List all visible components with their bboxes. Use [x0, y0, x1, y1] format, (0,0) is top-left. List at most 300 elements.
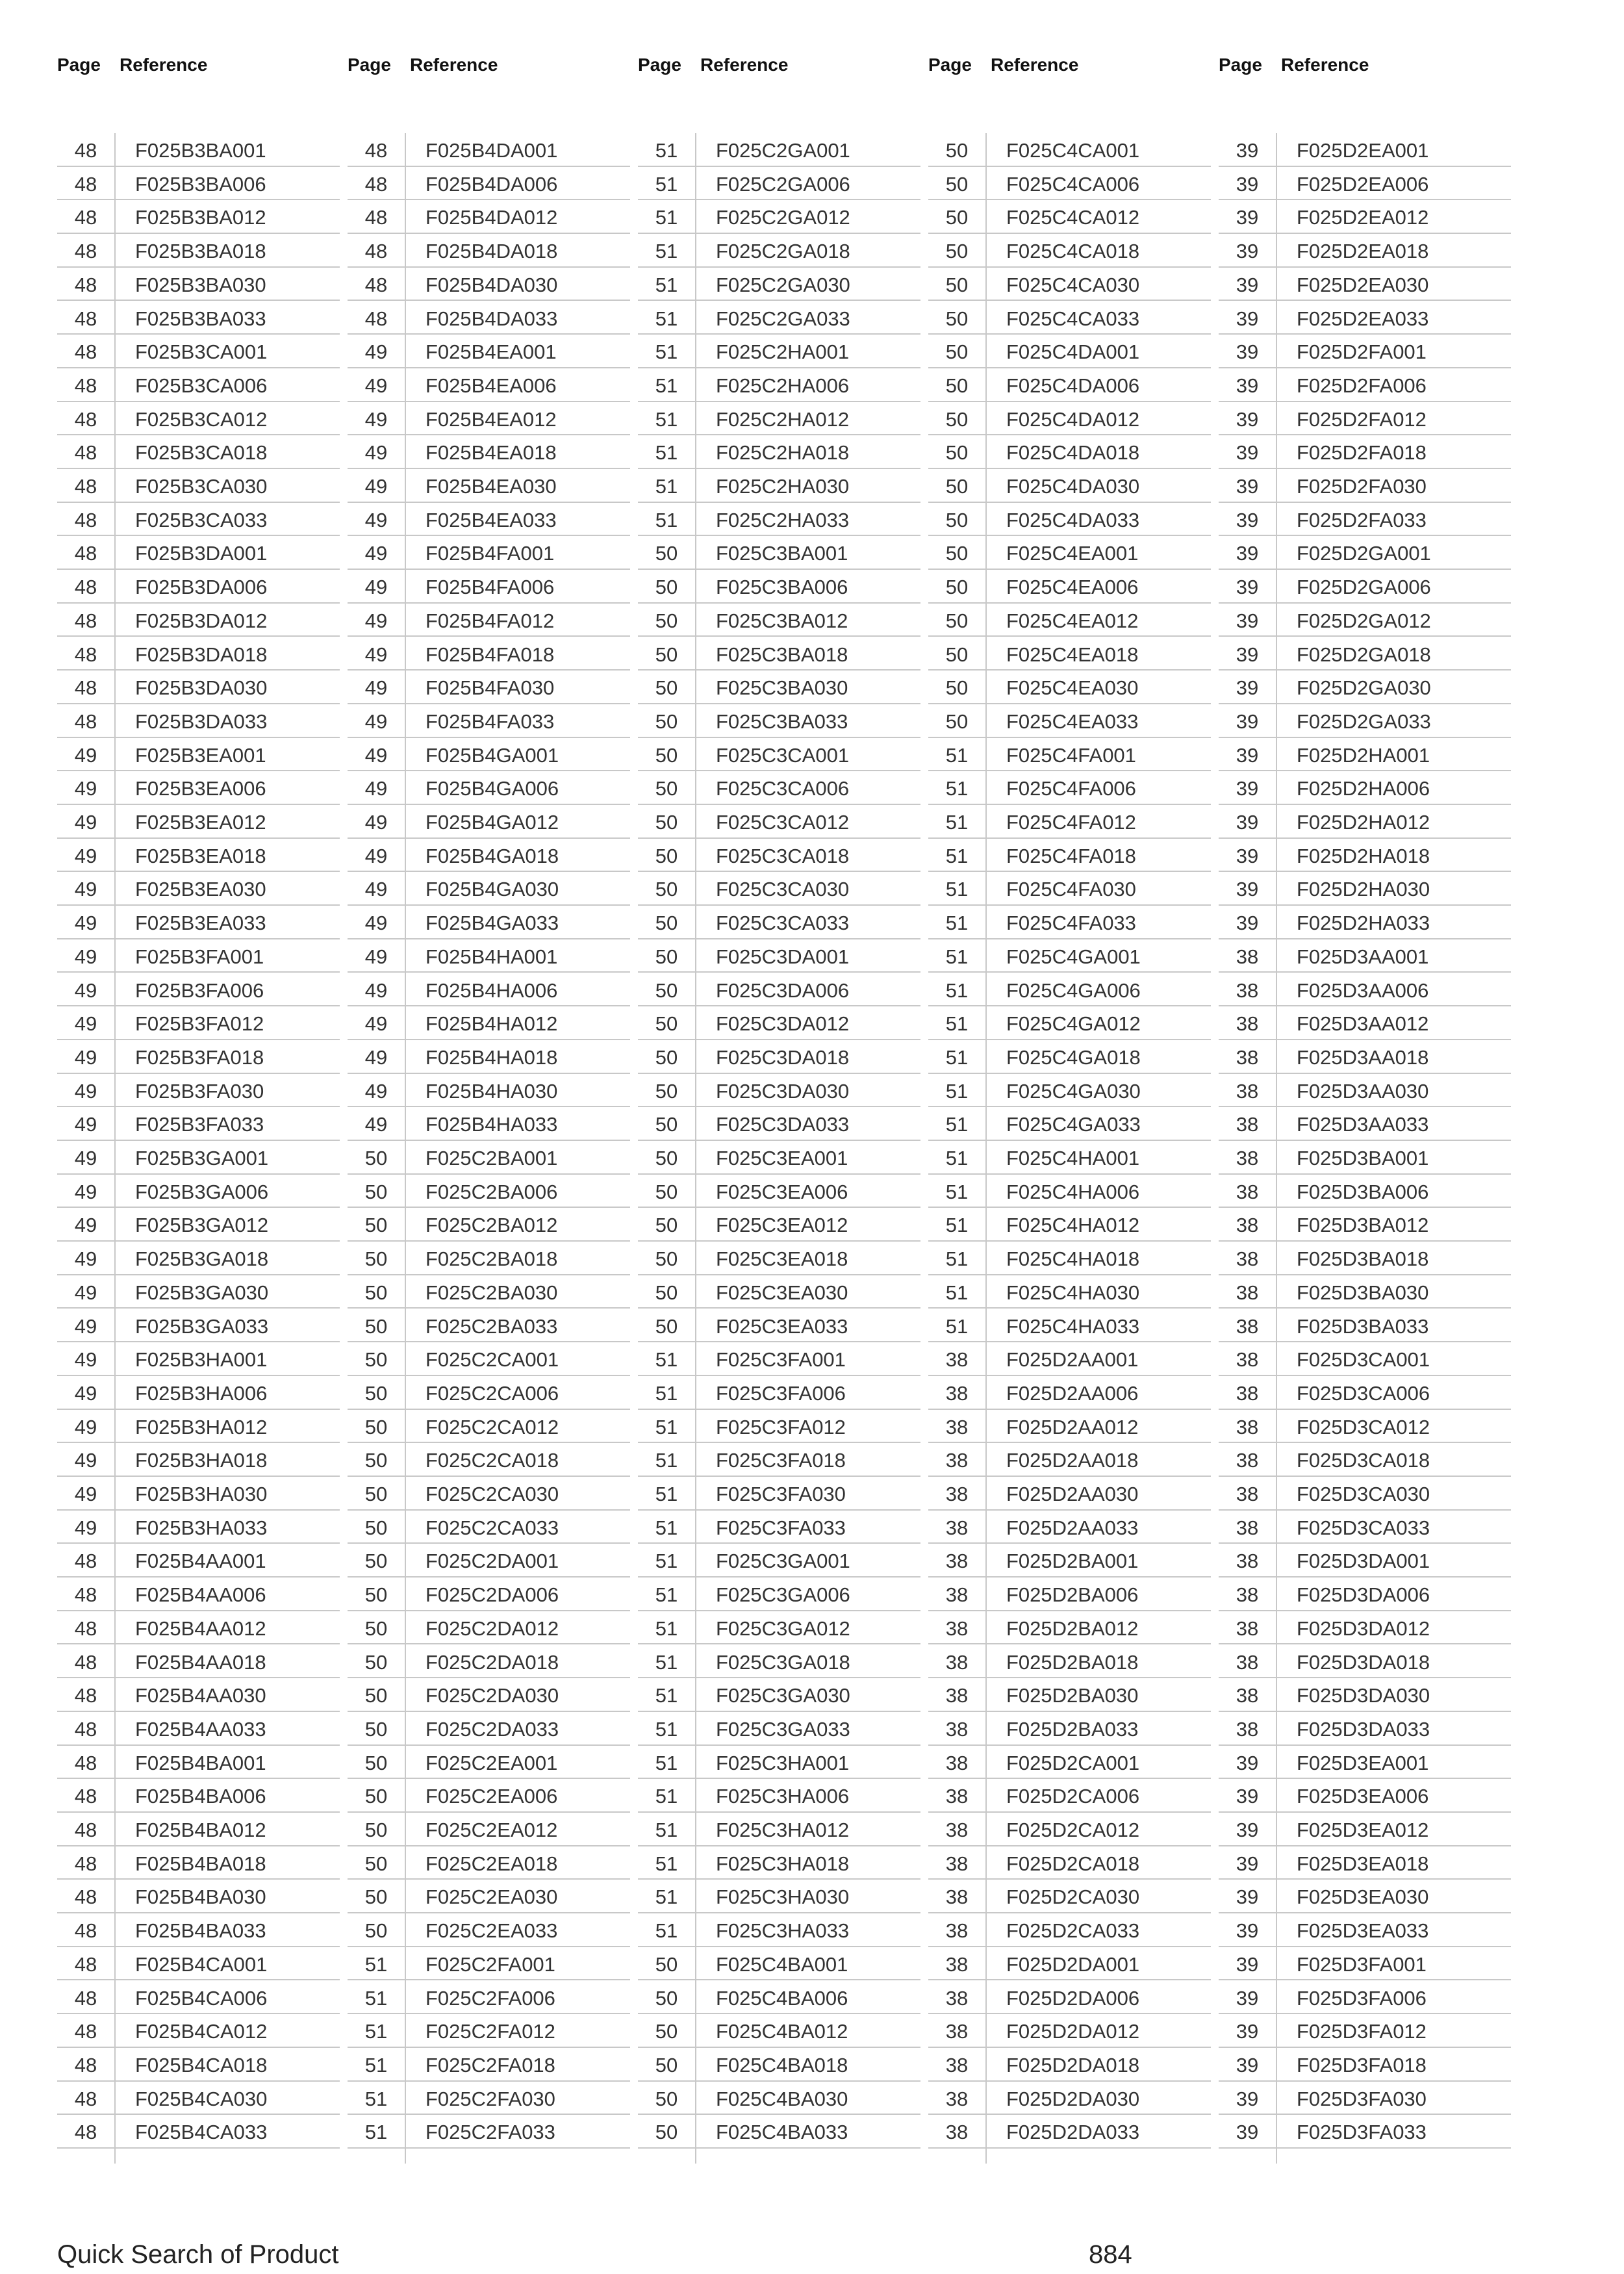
page-cell: 51	[655, 1885, 678, 1909]
table-row	[638, 1913, 920, 1947]
page-cell: 50	[945, 643, 969, 666]
page-cell: 48	[74, 1785, 97, 1808]
table-row	[1219, 1779, 1511, 1813]
page-cell: 50	[655, 1214, 678, 1237]
page-cell: 48	[74, 609, 97, 632]
page-cell: 38	[1236, 1717, 1259, 1741]
table-row	[1219, 604, 1511, 637]
page-cell: 51	[945, 1214, 969, 1237]
table-row	[638, 1477, 920, 1511]
reference-cell: F025B3DA033	[135, 709, 268, 733]
reference-cell: F025C2CA018	[425, 1449, 559, 1472]
table-row	[1219, 268, 1511, 301]
reference-column	[1219, 0, 1511, 2209]
table-row	[57, 1678, 340, 1712]
table-row	[928, 335, 1211, 368]
page-cell: 50	[364, 1483, 388, 1505]
table-row	[57, 1578, 340, 1611]
page-cell: 51	[945, 1079, 969, 1103]
page-cell: 38	[1236, 1180, 1259, 1203]
table-row	[638, 1208, 920, 1242]
reference-cell: F025B3CA018	[135, 441, 268, 465]
page-cell: 50	[364, 1516, 388, 1539]
page-cell: 39	[1236, 172, 1259, 196]
page-cell: 51	[945, 878, 969, 901]
page-cell: 51	[945, 1314, 969, 1338]
reference-cell: F025C2CA033	[425, 1516, 559, 1539]
table-row	[348, 1913, 630, 1947]
reference-cell: F025D3CA001	[1297, 1348, 1430, 1372]
page-cell: 50	[945, 542, 969, 565]
reference-cell: F025D2HA030	[1297, 878, 1430, 901]
table-row	[348, 200, 630, 234]
reference-cell: F025B4CA012	[135, 2020, 268, 2043]
page-cell: 51	[655, 1550, 678, 1573]
page-cell: 51	[945, 844, 969, 867]
table-row	[1219, 1107, 1511, 1141]
reference-cell: F025C4BA030	[716, 2087, 848, 2110]
table-row	[928, 1275, 1211, 1309]
table-row	[57, 1107, 340, 1141]
table-row	[348, 805, 630, 839]
table-row	[928, 1443, 1211, 1477]
table-row	[638, 1141, 920, 1175]
table-row	[1219, 704, 1511, 738]
page-cell: 38	[1236, 1381, 1259, 1405]
table-row	[57, 1175, 340, 1208]
table-row	[638, 872, 920, 906]
page-cell: 48	[74, 240, 97, 263]
page-cell: 48	[74, 340, 97, 364]
table-row	[57, 2048, 340, 2082]
reference-cell: F025C4DA018	[1006, 441, 1140, 465]
reference-cell: F025B3BA001	[135, 139, 266, 162]
page-cell: 49	[364, 1045, 388, 1069]
reference-cell: F025C2BA033	[425, 1314, 558, 1338]
table-row	[348, 1376, 630, 1410]
reference-cell: F025C2FA001	[425, 1952, 555, 1976]
page-cell: 51	[655, 273, 678, 296]
table-row	[57, 1275, 340, 1309]
reference-cell: F025B3DA018	[135, 643, 268, 666]
reference-cell: F025B3FA018	[135, 1045, 264, 1069]
page-cell: 49	[364, 1113, 388, 1136]
table-row	[928, 671, 1211, 704]
table-row	[348, 1040, 630, 1074]
reference-cell: F025B4DA018	[425, 240, 558, 263]
table-row	[928, 2048, 1211, 2082]
page-cell: 39	[1236, 139, 1259, 162]
table-row	[1219, 301, 1511, 335]
page-cell: 50	[945, 609, 969, 632]
page-cell: 49	[364, 878, 388, 901]
reference-cell: F025C4CA006	[1006, 172, 1140, 196]
page-cell: 38	[1236, 1483, 1259, 1505]
page-cell: 48	[74, 1986, 97, 2010]
page-cell: 48	[74, 441, 97, 465]
page-cell: 51	[945, 1247, 969, 1271]
page-cell: 38	[945, 1885, 969, 1909]
page-cell: 39	[1236, 508, 1259, 531]
page-cell: 50	[945, 374, 969, 397]
table-row	[57, 1208, 340, 1242]
page-cell: 50	[655, 1952, 678, 1976]
page-cell: 49	[74, 1381, 97, 1405]
table-row	[348, 973, 630, 1007]
page-cell: 48	[74, 1852, 97, 1875]
page-cell: 49	[364, 542, 388, 565]
reference-cell: F025B3HA001	[135, 1348, 268, 1372]
header-reference-label: Reference	[700, 55, 789, 75]
table-row	[348, 1477, 630, 1511]
table-row	[928, 1913, 1211, 1947]
page-cell: 48	[74, 1583, 97, 1607]
page-cell: 50	[364, 1415, 388, 1438]
reference-cell: F025C3FA030	[716, 1483, 846, 1505]
reference-cell: F025B3FA030	[135, 1079, 264, 1103]
reference-cell: F025B3BA018	[135, 240, 266, 263]
page-cell: 39	[1236, 609, 1259, 632]
table-row	[57, 2115, 340, 2149]
page-cell: 48	[74, 576, 97, 599]
reference-cell: F025D2FA018	[1297, 441, 1427, 465]
table-row	[638, 704, 920, 738]
reference-cell: F025B3CA006	[135, 374, 268, 397]
table-row	[348, 1242, 630, 1275]
page-cell: 38	[1236, 1045, 1259, 1069]
table-row	[348, 536, 630, 570]
reference-cell: F025D2HA033	[1297, 912, 1430, 935]
page-cell: 48	[364, 307, 388, 330]
table-row	[638, 1645, 920, 1679]
reference-cell: F025C4GA018	[1006, 1045, 1141, 1069]
reference-cell: F025D3CA030	[1297, 1483, 1430, 1505]
table-row	[638, 1813, 920, 1846]
reference-cell: F025C4DA012	[1006, 407, 1140, 431]
table-row	[57, 1947, 340, 1981]
reference-cell: F025D2AA030	[1006, 1483, 1139, 1505]
page-cell: 39	[1236, 475, 1259, 498]
page-cell: 50	[655, 643, 678, 666]
reference-cell: F025D2BA001	[1006, 1550, 1139, 1573]
table-row	[928, 301, 1211, 335]
reference-cell: F025C4FA006	[1006, 777, 1136, 800]
page-cell: 38	[1236, 1079, 1259, 1103]
reference-cell: F025D3CA018	[1297, 1449, 1430, 1472]
page-cell: 38	[1236, 1583, 1259, 1607]
page-cell: 49	[74, 1214, 97, 1237]
reference-cell: F025B3FA012	[135, 1012, 264, 1036]
page-cell: 51	[945, 945, 969, 968]
table-row	[1219, 973, 1511, 1007]
table-row	[1219, 1947, 1511, 1981]
table-row	[928, 1175, 1211, 1208]
table-row	[348, 1880, 630, 1913]
page-cell: 50	[945, 441, 969, 465]
reference-cell: F025D2HA018	[1297, 844, 1430, 867]
table-row	[638, 839, 920, 873]
reference-cell: F025D2BA033	[1006, 1717, 1139, 1741]
page-cell: 50	[945, 240, 969, 263]
page-cell: 50	[945, 475, 969, 498]
table-row	[928, 570, 1211, 604]
table-row	[1219, 1074, 1511, 1108]
table-row	[57, 1309, 340, 1343]
reference-cell: F025C2HA033	[716, 508, 850, 531]
page-cell: 51	[655, 475, 678, 498]
page-cell: 48	[74, 1616, 97, 1640]
table-row	[928, 2014, 1211, 2048]
page-cell: 50	[655, 1180, 678, 1203]
page-cell: 51	[364, 2020, 388, 2043]
reference-cell: F025B3HA006	[135, 1381, 268, 1405]
reference-cell: F025C4GA033	[1006, 1113, 1141, 1136]
table-row	[638, 1544, 920, 1578]
table-row	[928, 368, 1211, 402]
reference-cell: F025C2BA030	[425, 1281, 558, 1304]
table-row	[638, 1779, 920, 1813]
reference-cell: F025C2GA018	[716, 240, 850, 263]
reference-cell: F025C3CA006	[716, 777, 850, 800]
page-cell: 38	[945, 1550, 969, 1573]
table-row	[348, 1342, 630, 1376]
page-cell: 49	[74, 1147, 97, 1169]
reference-cell: F025B3DA001	[135, 542, 268, 565]
page-cell: 39	[1236, 1819, 1259, 1841]
table-row	[638, 133, 920, 167]
reference-cell: F025B4BA030	[135, 1885, 266, 1909]
reference-cell: F025C4CA001	[1006, 139, 1140, 162]
reference-cell: F025B4FA018	[425, 643, 555, 666]
table-row	[928, 1242, 1211, 1275]
page-cell: 38	[1236, 1147, 1259, 1169]
table-row	[928, 1309, 1211, 1343]
table-row	[928, 503, 1211, 537]
reference-cell: F025D3DA012	[1297, 1616, 1430, 1640]
reference-cell: F025C3FA001	[716, 1348, 846, 1372]
reference-cell: F025D3BA006	[1297, 1180, 1429, 1203]
page-cell: 48	[74, 542, 97, 565]
page-cell: 50	[655, 777, 678, 800]
reference-cell: F025B3EA030	[135, 878, 266, 901]
reference-cell: F025C2HA001	[716, 340, 850, 364]
page-cell: 38	[945, 1516, 969, 1539]
reference-cell: F025C2GA033	[716, 307, 850, 330]
page-cell: 50	[655, 978, 678, 1002]
table-row	[348, 335, 630, 368]
table-row	[57, 906, 340, 939]
table-row	[928, 872, 1211, 906]
reference-cell: F025D2EA030	[1297, 273, 1429, 296]
table-row	[57, 301, 340, 335]
reference-cell: F025B3HA012	[135, 1415, 268, 1438]
page-cell: 38	[1236, 1012, 1259, 1036]
table-row	[928, 1107, 1211, 1141]
reference-cell: F025C2HA012	[716, 407, 850, 431]
table-row	[928, 1712, 1211, 1746]
table-row	[1219, 2115, 1511, 2149]
page-cell: 50	[655, 945, 678, 968]
page-cell: 38	[945, 1348, 969, 1372]
page-cell: 39	[1236, 1885, 1259, 1909]
table-row	[57, 671, 340, 704]
page-cell: 50	[655, 1247, 678, 1271]
table-row	[928, 1611, 1211, 1645]
table-row	[1219, 671, 1511, 704]
table-row	[57, 839, 340, 873]
reference-cell: F025D2GA012	[1297, 609, 1431, 632]
table-row	[57, 1511, 340, 1544]
page-cell: 51	[655, 1415, 678, 1438]
reference-cell: F025D3BA012	[1297, 1214, 1429, 1237]
page-cell: 50	[655, 709, 678, 733]
reference-cell: F025C3GA033	[716, 1717, 850, 1741]
reference-cell: F025C4FA012	[1006, 811, 1136, 834]
page-cell: 51	[945, 1113, 969, 1136]
reference-cell: F025B4AA006	[135, 1583, 266, 1607]
table-row	[57, 200, 340, 234]
reference-cell: F025B4CA001	[135, 1952, 268, 1976]
table-row	[638, 1947, 920, 1981]
reference-cell: F025C2CA030	[425, 1483, 559, 1505]
reference-cell: F025D2GA033	[1297, 709, 1431, 733]
table-row	[638, 2115, 920, 2149]
page-cell: 50	[364, 1852, 388, 1875]
page-cell: 49	[364, 475, 388, 498]
reference-cell: F025B3GA033	[135, 1314, 269, 1338]
table-row	[638, 1611, 920, 1645]
page-cell: 38	[945, 1785, 969, 1808]
header-reference-label: Reference	[991, 55, 1079, 75]
reference-cell: F025D2GA018	[1297, 643, 1431, 666]
page-cell: 51	[945, 1012, 969, 1036]
page-cell: 49	[74, 1314, 97, 1338]
page-cell: 48	[364, 273, 388, 296]
page-cell: 39	[1236, 307, 1259, 330]
reference-cell: F025C2CA006	[425, 1381, 559, 1405]
page-cell: 48	[74, 1885, 97, 1909]
reference-cell: F025C3HA030	[716, 1885, 850, 1909]
header-page-label: Page	[348, 55, 391, 75]
reference-cell: F025C2GA006	[716, 172, 850, 196]
page-cell: 51	[655, 240, 678, 263]
page-cell: 39	[1236, 2087, 1259, 2110]
reference-cell: F025D3EA006	[1297, 1785, 1429, 1808]
page-cell: 39	[1236, 576, 1259, 599]
reference-cell: F025C3CA030	[716, 878, 850, 901]
page-cell: 50	[655, 811, 678, 834]
table-row	[348, 2048, 630, 2082]
table-row	[928, 1846, 1211, 1880]
table-row	[1219, 1913, 1511, 1947]
page-cell: 51	[364, 2087, 388, 2110]
page-cell: 51	[655, 1919, 678, 1943]
reference-cell: F025C2HA018	[716, 441, 850, 465]
table-row	[1219, 1645, 1511, 1679]
table-row	[638, 2014, 920, 2048]
reference-cell: F025D3AA030	[1297, 1079, 1429, 1103]
page-cell: 50	[655, 676, 678, 700]
page-cell: 38	[945, 1852, 969, 1875]
reference-cell: F025D3CA006	[1297, 1381, 1430, 1405]
reference-cell: F025B4GA033	[425, 912, 559, 935]
page-cell: 39	[1236, 374, 1259, 397]
table-row	[928, 973, 1211, 1007]
page-cell: 51	[655, 1684, 678, 1707]
page-cell: 48	[74, 2087, 97, 2110]
table-row	[1219, 133, 1511, 167]
reference-cell: F025B4FA033	[425, 709, 555, 733]
reference-cell: F025B3FA006	[135, 978, 264, 1002]
page-cell: 50	[364, 1819, 388, 1841]
reference-cell: F025C2DA006	[425, 1583, 559, 1607]
table-row	[57, 1813, 340, 1846]
reference-cell: F025C3DA006	[716, 978, 850, 1002]
table-row	[348, 368, 630, 402]
table-row	[1219, 1678, 1511, 1712]
reference-cell: F025C2EA018	[425, 1852, 558, 1875]
reference-cell: F025B4GA012	[425, 811, 559, 834]
table-row	[928, 167, 1211, 201]
reference-cell: F025D2BA018	[1006, 1650, 1139, 1674]
reference-cell: F025B3EA001	[135, 743, 266, 767]
page-cell: 50	[655, 2121, 678, 2144]
reference-cell: F025C3BA030	[716, 676, 848, 700]
reference-cell: F025B3GA018	[135, 1247, 269, 1271]
table-row	[928, 704, 1211, 738]
page-cell: 50	[364, 1650, 388, 1674]
page-cell: 39	[1236, 2020, 1259, 2043]
reference-cell: F025B4FA030	[425, 676, 555, 700]
page-cell: 50	[364, 1684, 388, 1707]
table-row	[928, 469, 1211, 503]
page-cell: 39	[1236, 1751, 1259, 1774]
page-cell: 50	[655, 542, 678, 565]
page-cell: 50	[655, 878, 678, 901]
table-row	[638, 973, 920, 1007]
table-row	[348, 1746, 630, 1780]
page-cell: 51	[945, 912, 969, 935]
table-row	[928, 1511, 1211, 1544]
header-reference-label: Reference	[410, 55, 498, 75]
table-row	[928, 1410, 1211, 1444]
page-cell: 51	[655, 1483, 678, 1505]
table-row	[928, 133, 1211, 167]
table-row	[1219, 738, 1511, 772]
reference-cell: F025D3AA012	[1297, 1012, 1429, 1036]
reference-cell: F025B4EA033	[425, 508, 557, 531]
reference-cell: F025C4EA001	[1006, 542, 1139, 565]
page-cell: 50	[945, 709, 969, 733]
page-cell: 49	[74, 1113, 97, 1136]
page-cell: 50	[945, 508, 969, 531]
table-row	[928, 402, 1211, 436]
header-page-label: Page	[1219, 55, 1262, 75]
reference-cell: F025D2EA033	[1297, 307, 1429, 330]
reference-cell: F025C3HA006	[716, 1785, 850, 1808]
reference-cell: F025C2EA006	[425, 1785, 558, 1808]
reference-cell: F025D3FA001	[1297, 1952, 1427, 1976]
page-cell: 48	[74, 374, 97, 397]
reference-cell: F025C4HA033	[1006, 1314, 1140, 1338]
table-row	[348, 1779, 630, 1813]
page-cell: 51	[364, 1952, 388, 1976]
reference-cell: F025D2CA033	[1006, 1919, 1140, 1943]
page-cell: 48	[74, 2053, 97, 2076]
reference-cell: F025D2DA033	[1006, 2121, 1140, 2144]
table-row	[638, 234, 920, 268]
page-cell: 48	[74, 508, 97, 531]
